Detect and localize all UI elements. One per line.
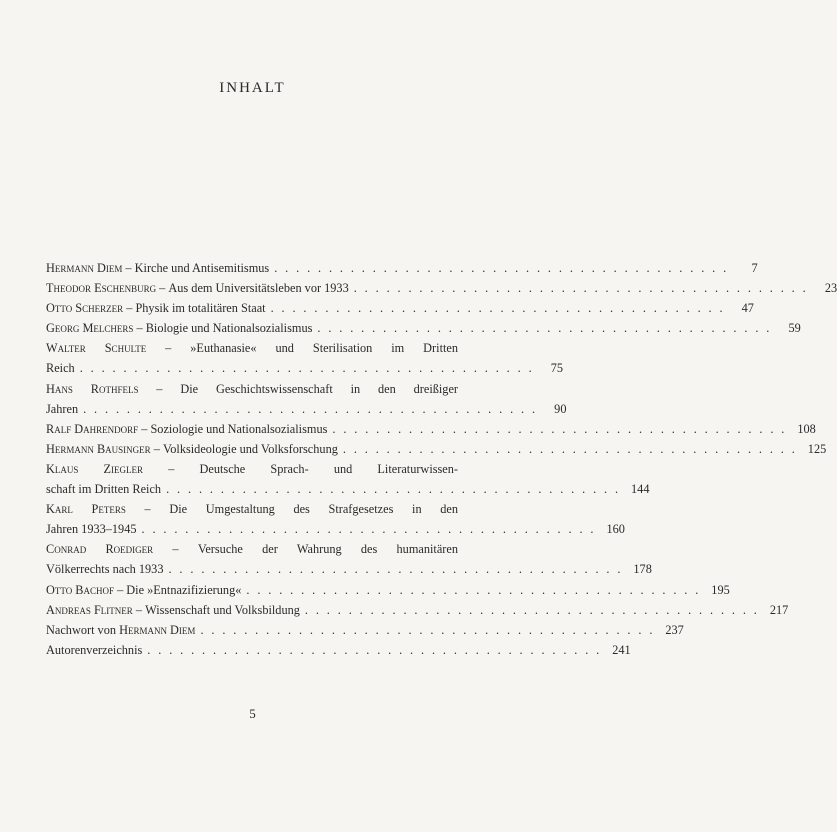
toc-entry-line xyxy=(46,620,684,640)
toc-page-number: 217 xyxy=(769,602,789,617)
dot-leader: . . . . . . . . . . . . . . . . . . . . . . . . . . . . . . . . . . . . . . . . . . xyxy=(147,642,602,657)
toc-entry-line xyxy=(46,399,567,419)
toc-title: Soziologie und Nationalsozialismus xyxy=(150,421,328,436)
toc-page-number: 125 xyxy=(807,441,827,456)
toc-entry xyxy=(46,338,564,378)
toc-page-number: 144 xyxy=(631,482,650,497)
toc-entry-line: Otto Scherzer – Physik im totalitären Staat . . . . . . . . . . . . . . . . . . . . . . . . . . . . . . . . . . . . . . . . . . 47 xyxy=(46,298,458,318)
toc-author: Georg Melchers xyxy=(46,321,134,336)
toc-entry xyxy=(46,318,801,338)
toc-title: Aus dem Universitätsleben vor 1933 xyxy=(168,281,349,296)
toc-author: Klaus Ziegler xyxy=(46,461,144,476)
toc-title: »Euthanasie« und Sterilisation im Dritten xyxy=(190,341,459,356)
toc-entry xyxy=(46,580,730,600)
toc-author: Theodor Eschenburg xyxy=(46,281,157,296)
toc-entry xyxy=(46,459,650,499)
toc-author: Hermann Diem xyxy=(119,622,196,637)
toc-page-number: 7 xyxy=(751,261,758,275)
toc-entry xyxy=(46,640,631,660)
toc-page-number: 59 xyxy=(788,321,801,336)
toc-entry xyxy=(46,298,754,318)
toc-author: Karl Peters xyxy=(46,502,126,517)
toc-prefix: Nachwort von xyxy=(46,622,117,637)
toc-title: Biologie und Nationalsozialismus xyxy=(145,321,313,336)
toc-entry-line: Conrad Roediger – Versuche der Wahrung des humanitären xyxy=(46,542,458,557)
toc-title: Die Umgestaltung des Strafgesetzes in den xyxy=(169,502,459,517)
toc-title: Versuche der Wahrung des humanitären xyxy=(197,542,458,557)
dot-leader: . . . . . . . . . . . . . . . . . . . . . . . . . . . . . . . . . . . . . . . . . . xyxy=(83,401,538,416)
toc-entry-line: Otto Bachof – Die »Entnazifizierung« . . . . . . . . . . . . . . . . . . . . . . . . . . . . . . . . . . . . . . . . . . 195 xyxy=(46,580,458,600)
toc-entry-line: Hans Rothfels – Die Geschichtswissenschaft in den dreißiger xyxy=(46,381,459,396)
dot-leader: . . . . . . . . . . . . . . . . . . . . . . . . . . . . . . . . . . . . . . . . . . xyxy=(274,261,729,275)
dot-leader: . . . . . . . . . . . . . . . . . . . . . . . . . . . . . . . . . . . . . . . . . . xyxy=(79,361,535,376)
dot-leader: . . . . . . . . . . . . . . . . . . . . . . . . . . . . . . . . . . . . . . . . . . xyxy=(317,321,772,336)
toc-title-continued: Jahren 1933–1945 xyxy=(46,522,137,537)
toc-page-number: 195 xyxy=(711,582,730,597)
dot-leader: . . . . . . . . . . . . . . . . . . . . . . . . . . . . . . . . . . . . . . . . . . xyxy=(246,582,701,597)
toc-title: Die Geschichtswissenschaft in den dreißiger xyxy=(180,381,459,396)
toc-entry xyxy=(46,539,652,579)
toc-entry-line: Ralf Dahrendorf – Soziologie und Nationalsozialismus . . . . . . . . . . . . . . . . . . . . . . . . . . . . . . . . . . . . . . . . . . 108 xyxy=(46,419,458,439)
toc-entry xyxy=(46,278,837,298)
toc-entry xyxy=(46,258,758,278)
page-title: INHALT xyxy=(219,80,286,96)
toc-entry xyxy=(46,439,827,459)
toc-entry xyxy=(46,379,567,419)
table-of-contents xyxy=(46,258,837,660)
toc-entry-line: Walter Schulte – »Euthanasie« und Sterilisation im Dritten xyxy=(46,341,459,356)
toc-entry-line: Andreas Flitner – Wissenschaft und Volksbildung . . . . . . . . . . . . . . . . . . . . . . . . . . . . . . . . . . . . . . . . . . 217 xyxy=(46,600,458,620)
toc-entry-line: Theodor Eschenburg – Aus dem Universitätsleben vor 1933 . . . . . . . . . . . . . . . . . . . . . . . . . . . . . . . . . . . . . . . . . . 23 xyxy=(46,278,458,298)
dot-leader: . . . . . . . . . . . . . . . . . . . . . . . . . . . . . . . . . . . . . . . . . . xyxy=(332,421,787,436)
toc-title: Volksideologie und Volksforschung xyxy=(162,441,338,456)
dot-leader: . . . . . . . . . . . . . . . . . . . . . . . . . . . . . . . . . . . . . . . . . . xyxy=(200,622,655,637)
toc-entry-line xyxy=(46,479,650,499)
toc-page-number: 241 xyxy=(612,642,631,657)
toc-entry xyxy=(46,499,625,539)
toc-author: Hans Rothfels xyxy=(46,381,139,396)
toc-author: Hermann Bausinger xyxy=(46,441,151,456)
toc-author: Conrad Roediger xyxy=(46,542,154,557)
toc-page-number: 237 xyxy=(665,622,684,637)
toc-title: Deutsche Sprach- und Literaturwissen- xyxy=(199,461,459,476)
toc-entry xyxy=(46,419,816,439)
toc-author: Otto Scherzer xyxy=(46,301,124,316)
toc-title-continued: schaft im Dritten Reich xyxy=(46,482,162,497)
toc-author: Otto Bachof xyxy=(46,582,114,597)
toc-title: Autorenverzeichnis xyxy=(46,642,143,657)
toc-entry-line: Hermann Bausinger – Volksideologie und Volksforschung . . . . . . . . . . . . . . . . . . . . . . . . . . . . . . . . . . . . . . . . . . 125 xyxy=(46,439,458,459)
toc-entry-line: Georg Melchers – Biologie und Nationalsozialismus . . . . . . . . . . . . . . . . . . . . . . . . . . . . . . . . . . . . . . . . . . 59 xyxy=(46,318,458,338)
toc-author: Andreas Flitner xyxy=(46,602,133,617)
page-number: 5 xyxy=(249,706,256,721)
toc-title: Wissenschaft und Volksbildung xyxy=(145,602,300,617)
toc-page-number: 47 xyxy=(741,301,754,316)
dot-leader: . . . . . . . . . . . . . . . . . . . . . . . . . . . . . . . . . . . . . . . . . . xyxy=(270,301,725,316)
toc-title-continued: Reich xyxy=(46,361,75,376)
toc-page-number: 108 xyxy=(797,421,816,436)
toc-entry xyxy=(46,600,789,620)
toc-entry-line xyxy=(46,519,625,539)
toc-page-number: 160 xyxy=(606,522,625,537)
toc-title-continued: Völkerrechts nach 1933 xyxy=(46,562,164,577)
dot-leader: . . . . . . . . . . . . . . . . . . . . . . . . . . . . . . . . . . . . . . . . . . xyxy=(166,482,621,497)
toc-title: Kirche und Antisemitismus xyxy=(134,261,270,275)
toc-page-number: 75 xyxy=(550,361,564,376)
toc-entry-line: Hermann Diem – Kirche und Antisemitismus . . . . . . . . . . . . . . . . . . . . . . . . . . . . . . . . . . . . . . . . . . 7 xyxy=(46,258,458,278)
toc-entry-line: Klaus Ziegler – Deutsche Sprach- und Literaturwissen- xyxy=(46,461,459,476)
toc-author: Hermann Diem xyxy=(46,261,123,275)
toc-page-number: 90 xyxy=(554,401,567,416)
toc-entry-line xyxy=(46,640,631,660)
toc-author: Walter Schulte xyxy=(46,341,147,356)
toc-page-number: 178 xyxy=(633,562,652,577)
dot-leader: . . . . . . . . . . . . . . . . . . . . . . . . . . . . . . . . . . . . . . . . . . xyxy=(342,441,798,456)
toc-author: Ralf Dahrendorf xyxy=(46,421,139,436)
toc-title: Physik im totalitären Staat xyxy=(135,301,266,316)
toc-entry-line xyxy=(46,358,564,378)
dot-leader: . . . . . . . . . . . . . . . . . . . . . . . . . . . . . . . . . . . . . . . . . . xyxy=(353,281,809,296)
dot-leader: . . . . . . . . . . . . . . . . . . . . . . . . . . . . . . . . . . . . . . . . . . xyxy=(168,562,623,577)
toc-title: Die »Entnazifizierung« xyxy=(126,582,242,597)
toc-entry xyxy=(46,620,684,640)
toc-entry-line: Karl Peters – Die Umgestaltung des Strafgesetzes in den xyxy=(46,502,459,517)
toc-page-number: 23 xyxy=(824,281,837,296)
toc-title-continued: Jahren xyxy=(46,401,79,416)
dot-leader: . . . . . . . . . . . . . . . . . . . . . . . . . . . . . . . . . . . . . . . . . . xyxy=(304,602,760,617)
dot-leader: . . . . . . . . . . . . . . . . . . . . . . . . . . . . . . . . . . . . . . . . . . xyxy=(141,522,596,537)
toc-entry-line xyxy=(46,559,652,579)
